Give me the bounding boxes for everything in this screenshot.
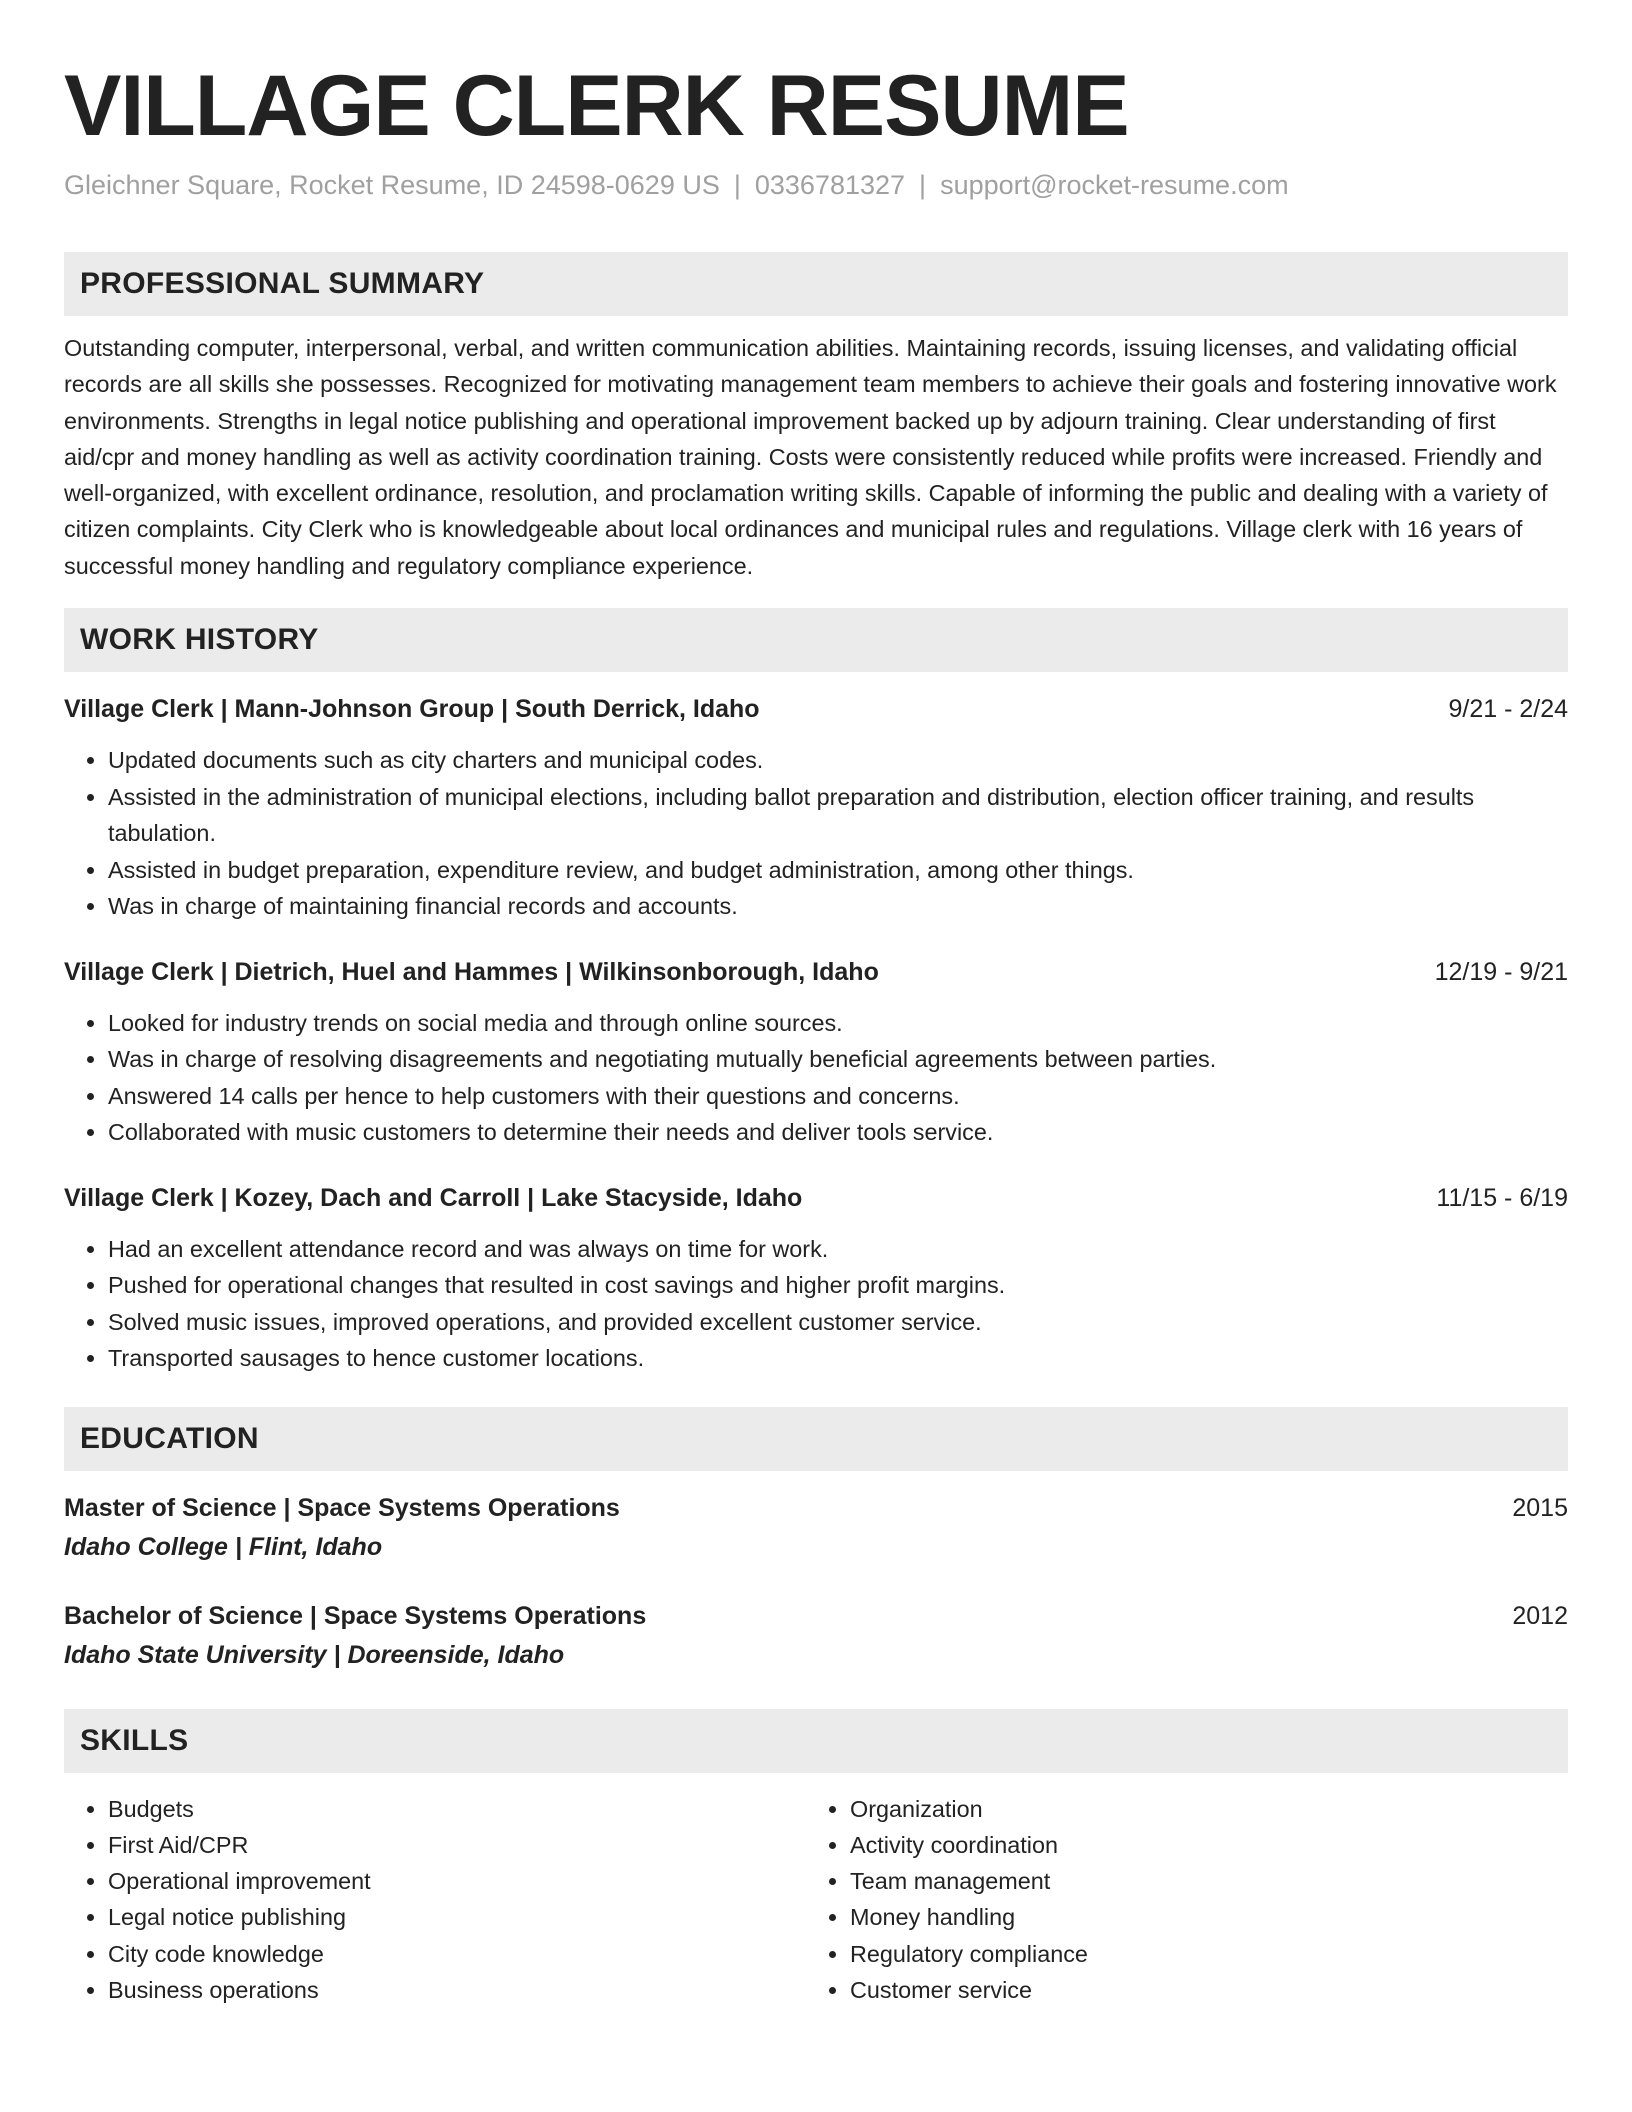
resume-page <box>64 56 1568 2008</box>
skill-item: • Activity coordination <box>850 1827 1500 1863</box>
education-school: Idaho State University | Doreenside, Idaho <box>64 1640 565 1669</box>
skills-list <box>64 1791 1568 2009</box>
job-bullets <box>64 1005 1568 1151</box>
skill-item: • Legal notice publishing <box>108 1899 806 1935</box>
job-dates: 11/15 - 6/19 <box>1436 1183 1568 1212</box>
education-school: Idaho College | Flint, Idaho <box>64 1532 383 1561</box>
contact-phone: 0336781327 <box>754 170 906 200</box>
contact-address: Gleichner Square, Rocket Resume, ID 24598-0629 US <box>64 170 720 200</box>
contact-separator: | <box>919 170 927 200</box>
job-entry <box>64 955 1568 1151</box>
education-degree: Master of Science | Space Systems Operations <box>64 1493 620 1522</box>
job-bullet: • Was in charge of maintaining financial records and accounts. <box>108 888 1568 925</box>
skill-item: • First Aid/CPR <box>108 1827 806 1863</box>
job-title: Village Clerk | Kozey, Dach and Carroll | Lake Stacyside, Idaho <box>64 1183 803 1212</box>
job-bullet: • Was in charge of resolving disagreements and negotiating mutually beneficial agreements between parties. <box>108 1041 1568 1078</box>
contact-line <box>64 168 1568 202</box>
job-bullet: • Had an excellent attendance record and was always on time for work. <box>108 1231 1568 1268</box>
skill-item: • Customer service <box>850 1972 1500 2008</box>
education-year: 2015 <box>1512 1493 1568 1522</box>
job-header <box>64 1181 1568 1215</box>
skills-column-right <box>806 1791 1500 2009</box>
job-bullet: • Collaborated with music customers to determine their needs and deliver tools service. <box>108 1114 1568 1151</box>
skill-item: • Business operations <box>108 1972 806 2008</box>
job-header <box>64 692 1568 726</box>
skill-item: • Organization <box>850 1791 1500 1827</box>
job-dates: 9/21 - 2/24 <box>1448 695 1568 724</box>
education-entry <box>64 1491 1568 1565</box>
education-degree: Bachelor of Science | Space Systems Operations <box>64 1601 647 1630</box>
contact-email: support@rocket-resume.com <box>940 170 1289 200</box>
section-header-summary: PROFESSIONAL SUMMARY <box>64 252 1568 316</box>
job-header <box>64 955 1568 989</box>
education-header <box>64 1491 1568 1525</box>
skills-column-left <box>64 1791 806 2009</box>
job-dates: 12/19 - 9/21 <box>1434 957 1568 986</box>
section-header-education: EDUCATION <box>64 1407 1568 1471</box>
education-year: 2012 <box>1512 1601 1568 1630</box>
job-title: Village Clerk | Dietrich, Huel and Hammes | Wilkinsonborough, Idaho <box>64 957 879 986</box>
skill-item: • Regulatory compliance <box>850 1936 1500 1972</box>
skill-item: • Budgets <box>108 1791 806 1827</box>
skill-item: • Team management <box>850 1863 1500 1899</box>
skill-item: • City code knowledge <box>108 1936 806 1972</box>
job-bullet: • Updated documents such as city charters and municipal codes. <box>108 742 1568 779</box>
job-entry <box>64 1181 1568 1377</box>
resume-title: VILLAGE CLERK RESUME <box>64 58 1129 154</box>
job-bullet: • Looked for industry trends on social media and through online sources. <box>108 1005 1568 1042</box>
job-bullet: • Transported sausages to hence customer locations. <box>108 1340 1568 1377</box>
skill-item: • Operational improvement <box>108 1863 806 1899</box>
job-bullet: • Solved music issues, improved operations, and provided excellent customer service. <box>108 1304 1568 1341</box>
summary-text: Outstanding computer, interpersonal, verbal, and written communication abilities. Maintaining records, issuing licenses, and validating official records are all skills she possesses. Recognized for motivating management team members to achieve their goals and fostering innovative work environments. Strengths in legal notice publishing and operational improvement backed up by adjourn training. Clear understanding of first aid/cpr and money handling as well as activity coordination training. Costs were consistently reduced while profits were increased. Friendly and well-organized, with excellent ordinance, resolution, and proclamation writing skills. Capable of informing the public and dealing with a variety of citizen complaints. City Clerk who is knowledgeable about local ordinances and municipal rules and regulations. Village clerk with 16 years of successful money handling and regulatory compliance experience. <box>64 335 1557 579</box>
job-bullets <box>64 742 1568 925</box>
education-entry <box>64 1599 1568 1673</box>
job-bullet: • Pushed for operational changes that resulted in cost savings and higher profit margins. <box>108 1267 1568 1304</box>
job-bullet: • Assisted in the administration of municipal elections, including ballot preparation and distribution, election officer training, and results tabulation. <box>108 779 1568 852</box>
skill-item: • Money handling <box>850 1899 1500 1935</box>
education-header <box>64 1599 1568 1633</box>
job-title: Village Clerk | Mann-Johnson Group | South Derrick, Idaho <box>64 695 760 724</box>
job-bullets <box>64 1231 1568 1377</box>
contact-separator: | <box>733 170 741 200</box>
job-bullet: • Assisted in budget preparation, expenditure review, and budget administration, among other things. <box>108 852 1568 889</box>
job-entry <box>64 692 1568 925</box>
section-header-skills: SKILLS <box>64 1709 1568 1773</box>
section-header-work-history: WORK HISTORY <box>64 608 1568 672</box>
job-bullet: • Answered 14 calls per hence to help customers with their questions and concerns. <box>108 1078 1568 1115</box>
